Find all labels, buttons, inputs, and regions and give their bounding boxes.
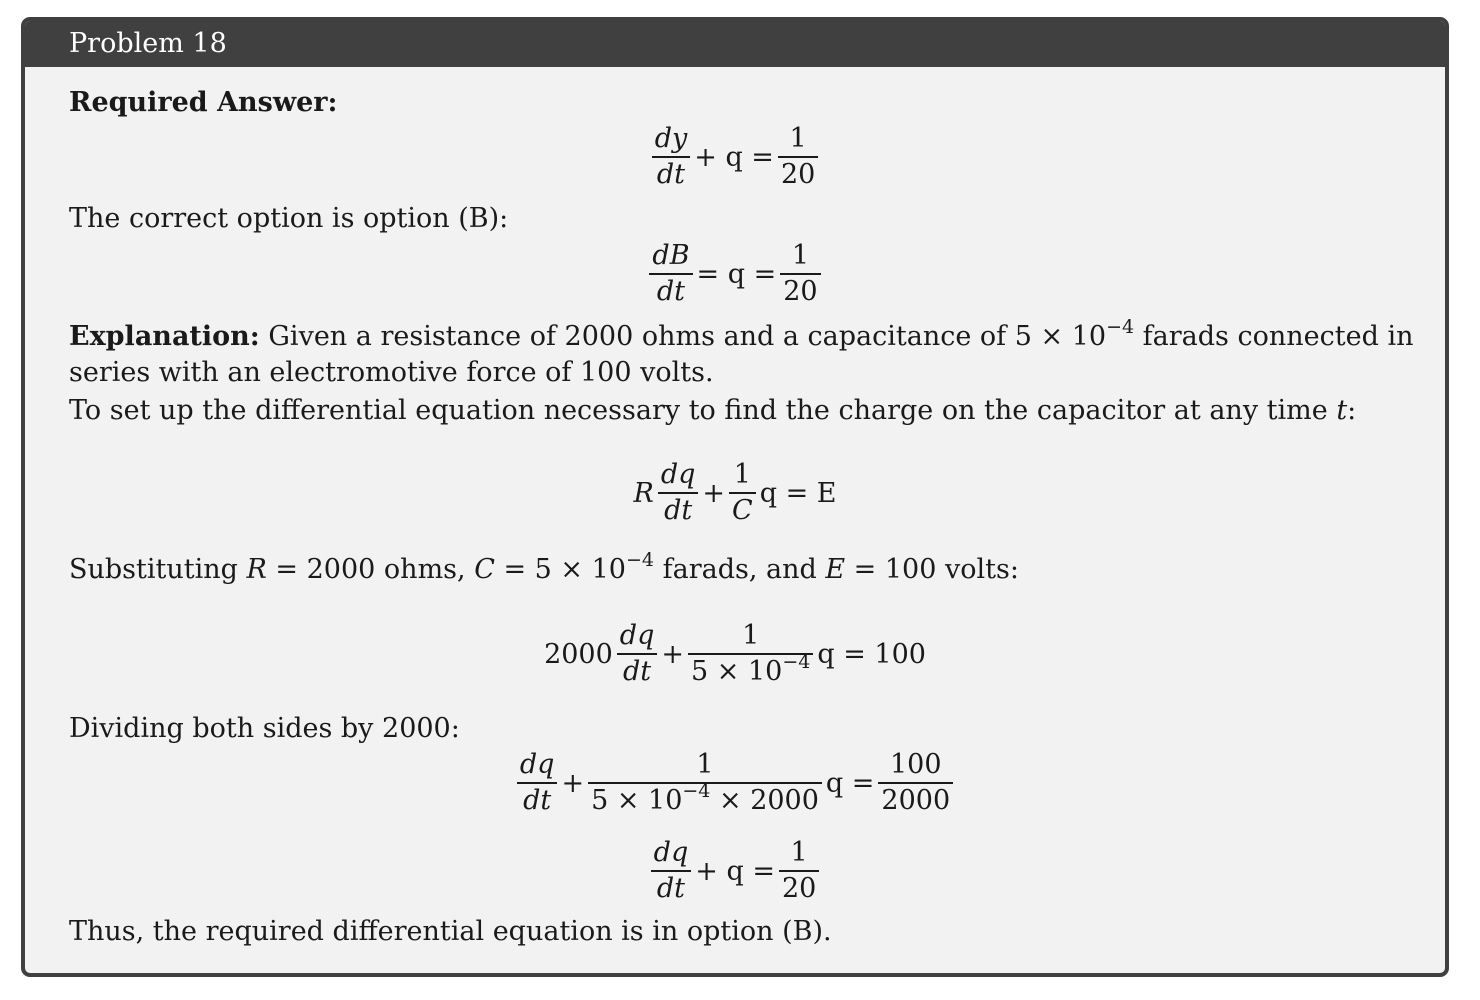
option-b-equation: [25, 234, 1445, 314]
fraction: $\frac{1}{C}$: [729, 458, 756, 528]
equation-middle: = q =: [696, 258, 777, 290]
problem-header: Problem 18: [25, 21, 1445, 67]
fraction: $\frac{dB}{dt}$: [649, 239, 692, 309]
dividing-text: Dividing both sides by 2000:: [69, 713, 460, 744]
general-equation: R $\frac{dq}{dt}$ + $\frac{1}{C}$ q = E: [633, 459, 837, 526]
correct-option-text: The correct option is option (B):: [69, 203, 509, 234]
fraction: $\frac{1}{5 \times 10^{-4}}$: [688, 619, 813, 689]
explanation-line-3: To set up the differential equation necessary to find the charge on the capacitor at any time t:: [69, 395, 1357, 426]
fraction: $\frac{1}{20}$: [779, 836, 819, 906]
substituted-equation: 2000 $\frac{dq}{dt}$ + $\frac{1}{5 \times 10^{-4}}$ q = 100: [544, 620, 926, 687]
required-answer-equation: [25, 117, 1445, 197]
final-equation: $\frac{dq}{dt}$ + q = $\frac{1}{20}$: [25, 831, 1445, 911]
substitution-text: Substituting R = 2000 ohms, $C = 5 \times 10^{-4}$ farads, and E = 100 volts:: [69, 549, 1019, 585]
fraction: $\frac{1}{5 \times 10^{-4} \times 2000}$: [588, 748, 822, 818]
fraction: $\frac{dq}{dt}$: [517, 748, 558, 818]
fraction: $\frac{dy}{dt}$: [652, 122, 691, 192]
required-answer-label: Required Answer:: [69, 87, 338, 118]
fraction: $\frac{1}{20}$: [780, 239, 820, 309]
problem-box: [21, 17, 1449, 977]
explanation-line-1: Explanation: Given a resistance of 2000 ohms and a capacitance of $5 \times 10^{-4}$ farads connected in: [69, 316, 1414, 352]
explanation-line-2: series with an electromotive force of 100 volts.: [69, 357, 714, 388]
fraction: $\frac{1}{20}$: [778, 122, 818, 192]
divided-equation: $\frac{dq}{dt}$ + $\frac{1}{5 \times 10^{-4} \times 2000}$ q = $\frac{100}{2000}$: [25, 743, 1445, 823]
equation-middle: + q =: [694, 141, 774, 173]
fraction: $\frac{100}{2000}$: [878, 748, 953, 818]
fraction: $\frac{dq}{dt}$: [651, 836, 692, 906]
fraction: $\frac{dq}{dt}$: [617, 619, 658, 689]
conclusion-text: Thus, the required differential equation is in option (B).: [69, 916, 832, 947]
fraction: $\frac{dq}{dt}$: [658, 458, 699, 528]
